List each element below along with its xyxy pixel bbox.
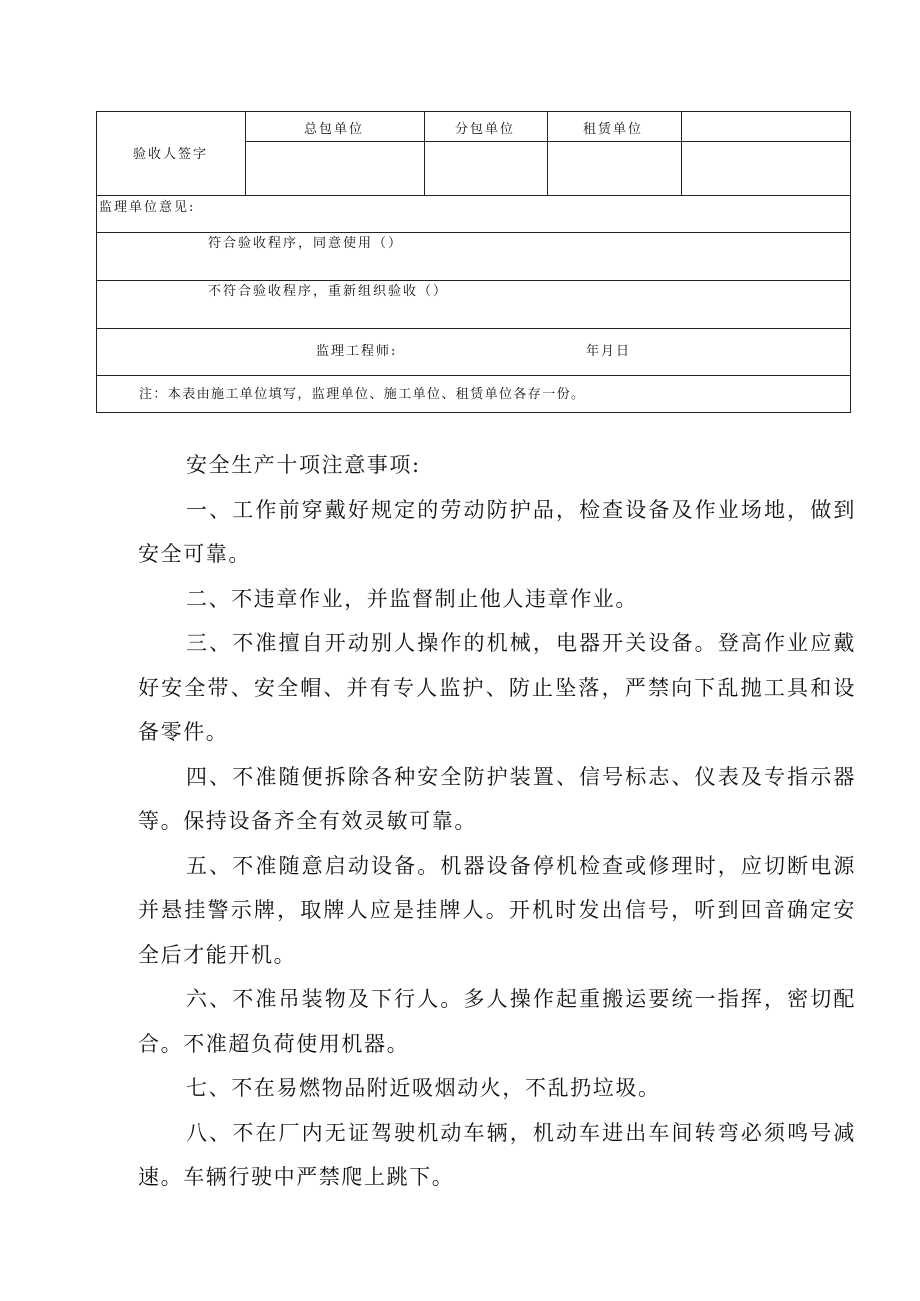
general-contractor-header: 总包单位 xyxy=(304,122,365,137)
date-label: 年月日 xyxy=(586,344,632,359)
notice-item-2: 二、不违章作业，并监督制止他人违章作业。 xyxy=(186,586,638,611)
leasing-unit-signature-field[interactable] xyxy=(548,142,681,195)
supervision-opinion-label: 监理单位意见: xyxy=(99,200,196,215)
notice-item-7: 七、不在易燃物品附近吸烟动火，不乱扔垃圾。 xyxy=(186,1076,661,1100)
extra-signature-field[interactable] xyxy=(682,142,851,195)
notice-item-4: 四、不准随便拆除各种安全防护装置、信号标志、仪表及专指示器等。保持设备齐全有效灵敏可靠。 xyxy=(138,764,856,833)
engineer-label: 监理工程师: xyxy=(316,344,398,359)
option-reject[interactable]: 不符合验收程序，重新组织验收（） xyxy=(208,284,449,299)
notice-item-3: 三、不准擅自开动别人操作的机械，电器开关设备。登高作业应戴好安全带、安全帽、并有专人监护、防止坠落，严禁向下乱抛工具和设备零件。 xyxy=(138,631,856,744)
subcontractor-header: 分包单位 xyxy=(455,122,516,137)
notice-item-6: 六、不准吊装物及下行人。多人操作起重搬运要统一指挥，密切配合。不准超负荷使用机器。 xyxy=(138,987,856,1056)
reject-row-divider xyxy=(97,328,851,329)
notice-title: 安全生产十项注意事项: xyxy=(186,453,421,477)
safety-notice xyxy=(138,443,856,1200)
acceptance-form-table xyxy=(96,111,851,413)
general-contractor-signature-field[interactable] xyxy=(246,142,424,195)
opinion-row-divider xyxy=(97,232,851,233)
acceptor-signature-label: 验收人签字 xyxy=(133,147,209,162)
subcontractor-signature-field[interactable] xyxy=(425,142,547,195)
signature-row-divider xyxy=(97,195,851,196)
option-agree[interactable]: 符合验收程序，同意使用（） xyxy=(208,236,404,251)
notice-item-8: 八、不在厂内无证驾驶机动车辆，机动车进出车间转弯必须鸣号减速。车辆行驶中严禁爬上跳下。 xyxy=(138,1120,856,1189)
form-note: 注：本表由施工单位填写，监理单位、施工单位、租赁单位各存一份。 xyxy=(139,387,586,402)
notice-item-1: 一、工作前穿戴好规定的劳动防护品，检查设备及作业场地，做到安全可靠。 xyxy=(138,497,856,566)
engineer-row-divider xyxy=(97,375,851,376)
notice-item-5: 五、不准随意启动设备。机器设备停机检查或修理时，应切断电源并悬挂警示牌，取牌人应是挂牌人。开机时发出信号，听到回音确定安全后才能开机。 xyxy=(138,853,856,967)
agree-row-divider xyxy=(97,280,851,281)
leasing-unit-header: 租赁单位 xyxy=(583,122,644,137)
